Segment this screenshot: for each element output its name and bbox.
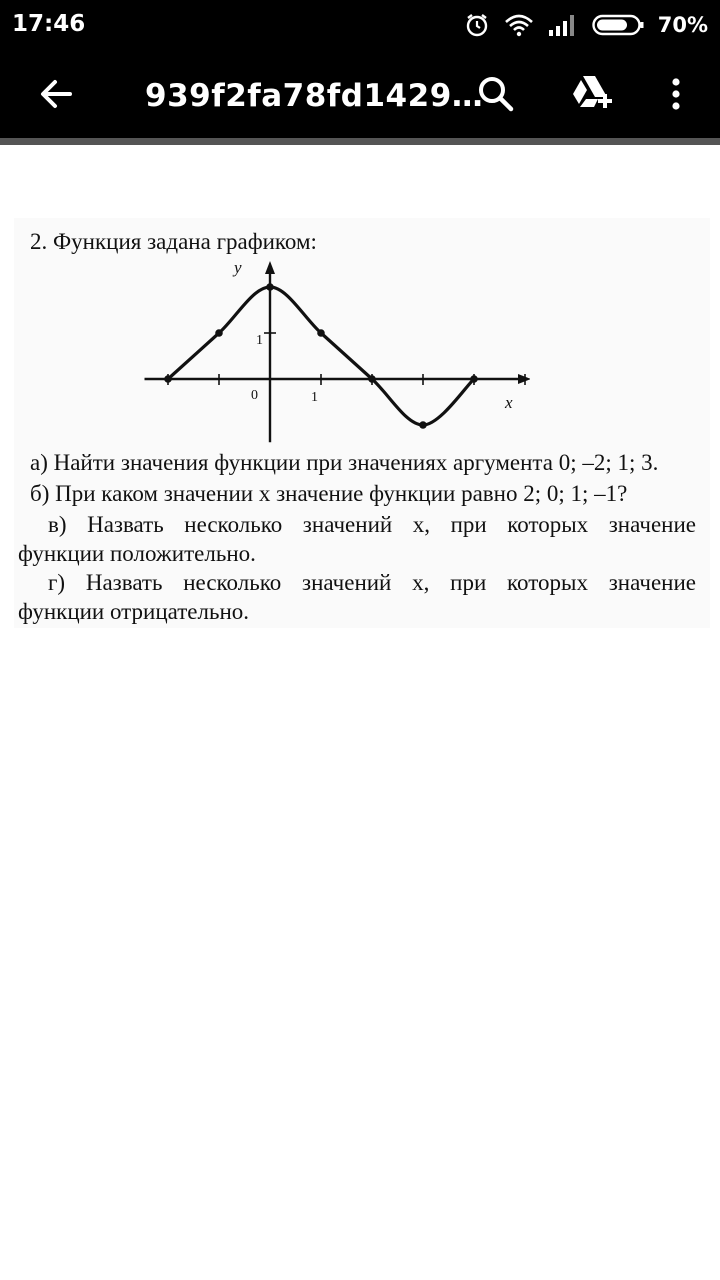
graph-point (266, 283, 274, 291)
alarm-icon (464, 12, 490, 38)
question-v-line2: функции положительно. (18, 541, 256, 566)
function-curve (168, 287, 474, 425)
origin-label: 0 (251, 388, 258, 403)
graph-point (317, 329, 325, 337)
graph-point (164, 375, 172, 383)
graph-point (215, 329, 223, 337)
back-arrow-icon (36, 74, 76, 114)
question-g-line1: г) Назвать несколько значений x, при которых значение (48, 570, 696, 595)
function-graph (140, 255, 530, 445)
graph-point (368, 375, 376, 383)
question-b: б) При каком значении x значение функции равно 2; 0; 1; –1? (30, 481, 628, 506)
save-to-drive-button[interactable] (565, 68, 617, 120)
status-bar (0, 0, 720, 50)
x-unit-label: 1 (311, 390, 318, 405)
signal-icon (548, 14, 578, 36)
drive-add-icon (568, 73, 614, 115)
wifi-icon (504, 13, 534, 37)
more-options-button[interactable] (650, 68, 702, 120)
battery-icon (592, 14, 644, 36)
y-axis-arrow (265, 261, 275, 274)
question-v-line1: в) Назвать несколько значений x, при которых значение (48, 512, 696, 537)
question-a: а) Найти значения функции при значениях аргумента 0; –2; 1; 3. (30, 450, 659, 475)
graph-point (470, 375, 478, 383)
graph-points (164, 283, 478, 429)
document-title: 939f2fa78fd1429… (145, 78, 484, 114)
status-icons (464, 10, 708, 40)
search-icon (476, 74, 516, 114)
more-vert-icon (666, 74, 686, 114)
graph-labels (232, 258, 513, 412)
app-bar (0, 50, 720, 138)
y-axis-label: y (234, 258, 242, 277)
battery-percent: 70% (657, 13, 708, 37)
search-button[interactable] (470, 68, 522, 120)
status-time: 17:46 (12, 11, 86, 37)
app-bar-divider (0, 138, 720, 145)
x-axis-label: x (505, 393, 513, 412)
x-axis-arrow (518, 374, 530, 384)
graph-axes (145, 261, 531, 442)
graph-point (419, 421, 427, 429)
question-g-line2: функции отрицательно. (18, 599, 250, 624)
problem-heading: 2. Функция задана графиком: (30, 229, 317, 254)
y-unit-label: 1 (256, 333, 263, 348)
back-button[interactable] (30, 68, 82, 120)
